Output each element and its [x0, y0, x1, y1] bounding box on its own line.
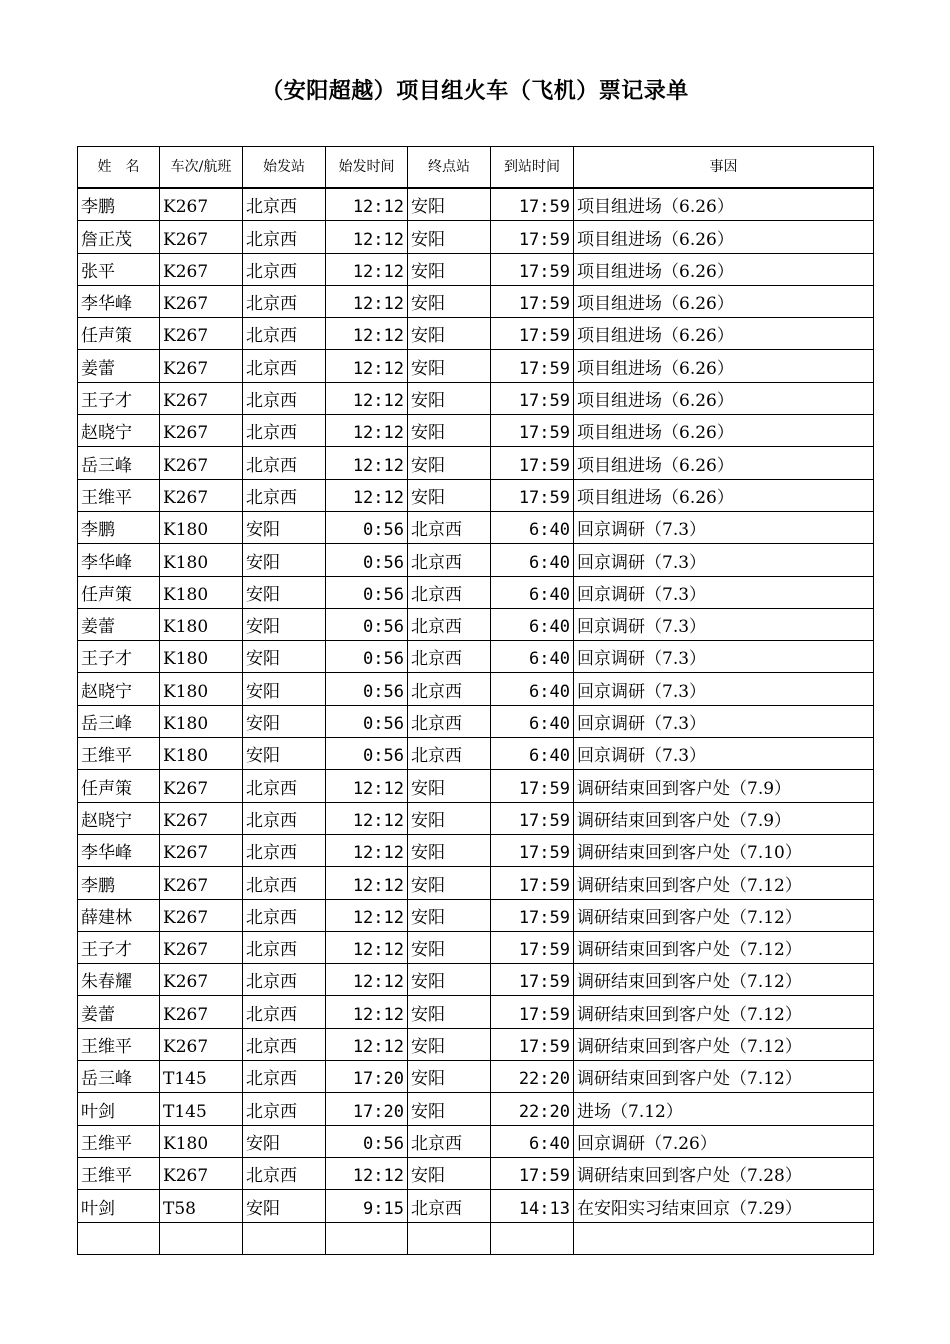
arrival-time-cell: 6:40: [491, 1125, 574, 1157]
reason-cell: 调研结束回到客户处（7.12）: [574, 1061, 874, 1093]
arrival-time-cell: 17:59: [491, 834, 574, 866]
table-row: [78, 673, 874, 705]
table-body: [78, 188, 874, 1254]
reason-cell: 项目组进场（6.26）: [574, 318, 874, 350]
departure-time-cell: 12:12: [326, 802, 408, 834]
train-cell: K267: [160, 350, 243, 382]
destination-cell: 北京西: [408, 1125, 491, 1157]
table-row: [78, 415, 874, 447]
origin-cell: 安阳: [243, 673, 326, 705]
name-cell: 任声策: [78, 576, 160, 608]
table-row: [78, 350, 874, 382]
destination-cell: 安阳: [408, 802, 491, 834]
arrival-time-cell: 17:59: [491, 964, 574, 996]
train-cell: K267: [160, 964, 243, 996]
origin-cell: 北京西: [243, 834, 326, 866]
table-row: [78, 221, 874, 253]
departure-time-cell: 12:12: [326, 382, 408, 414]
train-cell: T58: [160, 1190, 243, 1222]
destination-cell: 安阳: [408, 834, 491, 866]
origin-cell: 安阳: [243, 576, 326, 608]
name-cell: 叶剑: [78, 1093, 160, 1125]
destination-cell: 安阳: [408, 931, 491, 963]
table-row: [78, 608, 874, 640]
name-cell: 薛建林: [78, 899, 160, 931]
header-arrival-time: 到站时间: [491, 147, 574, 189]
departure-time-cell: 0:56: [326, 576, 408, 608]
train-cell: K180: [160, 576, 243, 608]
train-cell: K267: [160, 899, 243, 931]
arrival-time-cell: 14:13: [491, 1190, 574, 1222]
name-cell: 岳三峰: [78, 705, 160, 737]
reason-cell: 调研结束回到客户处（7.12）: [574, 964, 874, 996]
table-row: [78, 899, 874, 931]
table-row: [78, 867, 874, 899]
destination-cell: 北京西: [408, 608, 491, 640]
train-cell: T145: [160, 1093, 243, 1125]
header-name: 姓 名: [78, 147, 160, 189]
train-cell: K267: [160, 285, 243, 317]
destination-cell: 安阳: [408, 964, 491, 996]
reason-cell: 回京调研（7.3）: [574, 673, 874, 705]
name-cell: 朱春耀: [78, 964, 160, 996]
arrival-time-cell: 17:59: [491, 447, 574, 479]
origin-cell: 北京西: [243, 253, 326, 285]
table-row: [78, 511, 874, 543]
origin-cell: 北京西: [243, 996, 326, 1028]
table-row: [78, 834, 874, 866]
table-row: [78, 1222, 874, 1254]
arrival-time-cell: 22:20: [491, 1093, 574, 1125]
origin-cell: 北京西: [243, 285, 326, 317]
train-cell: K180: [160, 641, 243, 673]
table-row: [78, 447, 874, 479]
train-cell: K267: [160, 1157, 243, 1189]
origin-cell: 北京西: [243, 770, 326, 802]
reason-cell: 回京调研（7.3）: [574, 544, 874, 576]
destination-cell: 北京西: [408, 705, 491, 737]
name-cell: 李华峰: [78, 544, 160, 576]
name-cell: 张平: [78, 253, 160, 285]
train-cell: K180: [160, 705, 243, 737]
name-cell: 王维平: [78, 1125, 160, 1157]
header-reason: 事因: [574, 147, 874, 189]
reason-cell: 项目组进场（6.26）: [574, 415, 874, 447]
table-row: [78, 544, 874, 576]
name-cell: 王子才: [78, 641, 160, 673]
arrival-time-cell: 17:59: [491, 479, 574, 511]
destination-cell: 安阳: [408, 285, 491, 317]
name-cell: 任声策: [78, 770, 160, 802]
origin-cell: 北京西: [243, 964, 326, 996]
departure-time-cell: 12:12: [326, 899, 408, 931]
departure-time-cell: 0:56: [326, 511, 408, 543]
name-cell: 王维平: [78, 1157, 160, 1189]
reason-cell: 调研结束回到客户处（7.12）: [574, 899, 874, 931]
departure-time-cell: 12:12: [326, 834, 408, 866]
departure-time-cell: 0:56: [326, 738, 408, 770]
arrival-time-cell: 6:40: [491, 738, 574, 770]
origin-cell: 安阳: [243, 544, 326, 576]
train-cell: K267: [160, 382, 243, 414]
arrival-time-cell: 17:59: [491, 1028, 574, 1060]
table-row: [78, 1125, 874, 1157]
train-cell: K267: [160, 996, 243, 1028]
name-cell: 李鹏: [78, 867, 160, 899]
arrival-time-cell: 6:40: [491, 641, 574, 673]
destination-cell: 北京西: [408, 1190, 491, 1222]
train-cell: K267: [160, 447, 243, 479]
departure-time-cell: 12:12: [326, 867, 408, 899]
reason-cell: 回京调研（7.3）: [574, 576, 874, 608]
arrival-time-cell: 6:40: [491, 608, 574, 640]
origin-cell: 北京西: [243, 350, 326, 382]
train-cell: K267: [160, 253, 243, 285]
destination-cell: 安阳: [408, 867, 491, 899]
table-row: [78, 996, 874, 1028]
name-cell: 岳三峰: [78, 1061, 160, 1093]
train-cell: K180: [160, 738, 243, 770]
origin-cell: 安阳: [243, 608, 326, 640]
departure-time-cell: 0:56: [326, 608, 408, 640]
table-row: [78, 802, 874, 834]
train-cell: K267: [160, 188, 243, 221]
destination-cell: 北京西: [408, 738, 491, 770]
table-row: [78, 188, 874, 221]
destination-cell: 安阳: [408, 318, 491, 350]
origin-cell: 安阳: [243, 705, 326, 737]
table-row: [78, 1061, 874, 1093]
name-cell: 李华峰: [78, 285, 160, 317]
name-cell: 王子才: [78, 382, 160, 414]
origin-cell: 安阳: [243, 1125, 326, 1157]
departure-time-cell: 12:12: [326, 770, 408, 802]
origin-cell: 北京西: [243, 447, 326, 479]
arrival-time-cell: 17:59: [491, 382, 574, 414]
destination-cell: 安阳: [408, 415, 491, 447]
arrival-time-cell: 17:59: [491, 350, 574, 382]
destination-cell: 安阳: [408, 770, 491, 802]
train-cell: K267: [160, 931, 243, 963]
origin-cell: 安阳: [243, 511, 326, 543]
train-cell: K267: [160, 318, 243, 350]
table-row: [78, 253, 874, 285]
header-destination: 终点站: [408, 147, 491, 189]
name-cell: 姜蕾: [78, 996, 160, 1028]
header-departure-time: 始发时间: [326, 147, 408, 189]
departure-time-cell: 12:12: [326, 996, 408, 1028]
arrival-time-cell: 17:59: [491, 221, 574, 253]
departure-time-cell: 12:12: [326, 447, 408, 479]
reason-cell: 项目组进场（6.26）: [574, 447, 874, 479]
origin-cell: 北京西: [243, 1061, 326, 1093]
train-cell: K267: [160, 221, 243, 253]
reason-cell: 项目组进场（6.26）: [574, 382, 874, 414]
reason-cell: 调研结束回到客户处（7.12）: [574, 996, 874, 1028]
train-cell: K267: [160, 834, 243, 866]
departure-time-cell: 12:12: [326, 415, 408, 447]
destination-cell: 安阳: [408, 996, 491, 1028]
departure-time-cell: 17:20: [326, 1061, 408, 1093]
table-row: [78, 576, 874, 608]
departure-time-cell: 12:12: [326, 253, 408, 285]
train-cell: K267: [160, 867, 243, 899]
origin-cell: 北京西: [243, 867, 326, 899]
table-row: [78, 705, 874, 737]
name-cell: 岳三峰: [78, 447, 160, 479]
train-cell: [160, 1222, 243, 1254]
destination-cell: 安阳: [408, 350, 491, 382]
arrival-time-cell: 17:59: [491, 1157, 574, 1189]
name-cell: 王维平: [78, 738, 160, 770]
name-cell: 王维平: [78, 479, 160, 511]
arrival-time-cell: 22:20: [491, 1061, 574, 1093]
arrival-time-cell: 17:59: [491, 318, 574, 350]
origin-cell: 北京西: [243, 899, 326, 931]
train-cell: K267: [160, 770, 243, 802]
table-row: [78, 1093, 874, 1125]
departure-time-cell: 0:56: [326, 705, 408, 737]
destination-cell: 安阳: [408, 899, 491, 931]
train-cell: K180: [160, 544, 243, 576]
departure-time-cell: 12:12: [326, 285, 408, 317]
destination-cell: 安阳: [408, 447, 491, 479]
table-row: [78, 318, 874, 350]
destination-cell: 安阳: [408, 1157, 491, 1189]
origin-cell: 北京西: [243, 188, 326, 221]
name-cell: 李鹏: [78, 188, 160, 221]
departure-time-cell: 12:12: [326, 221, 408, 253]
reason-cell: 回京调研（7.3）: [574, 511, 874, 543]
arrival-time-cell: 17:59: [491, 931, 574, 963]
table-row: [78, 738, 874, 770]
reason-cell: [574, 1222, 874, 1254]
reason-cell: 项目组进场（6.26）: [574, 188, 874, 221]
reason-cell: 调研结束回到客户处（7.12）: [574, 1028, 874, 1060]
name-cell: 赵晓宁: [78, 415, 160, 447]
table-row: [78, 1190, 874, 1222]
train-cell: K180: [160, 511, 243, 543]
destination-cell: 安阳: [408, 253, 491, 285]
name-cell: 詹正茂: [78, 221, 160, 253]
train-cell: K180: [160, 673, 243, 705]
origin-cell: 北京西: [243, 1028, 326, 1060]
table-row: [78, 1157, 874, 1189]
origin-cell: 北京西: [243, 1093, 326, 1125]
header-train-flight: 车次/航班: [160, 147, 243, 189]
name-cell: 叶剑: [78, 1190, 160, 1222]
origin-cell: 安阳: [243, 641, 326, 673]
arrival-time-cell: 6:40: [491, 705, 574, 737]
train-cell: K180: [160, 608, 243, 640]
departure-time-cell: 12:12: [326, 1028, 408, 1060]
departure-time-cell: 0:56: [326, 544, 408, 576]
table-row: [78, 382, 874, 414]
table-row: [78, 770, 874, 802]
departure-time-cell: [326, 1222, 408, 1254]
destination-cell: 安阳: [408, 382, 491, 414]
departure-time-cell: 12:12: [326, 350, 408, 382]
reason-cell: 项目组进场（6.26）: [574, 285, 874, 317]
reason-cell: 项目组进场（6.26）: [574, 350, 874, 382]
origin-cell: 北京西: [243, 931, 326, 963]
departure-time-cell: 12:12: [326, 318, 408, 350]
destination-cell: 北京西: [408, 576, 491, 608]
reason-cell: 调研结束回到客户处（7.28）: [574, 1157, 874, 1189]
name-cell: 任声策: [78, 318, 160, 350]
table-row: [78, 479, 874, 511]
reason-cell: 回京调研（7.3）: [574, 608, 874, 640]
origin-cell: 安阳: [243, 738, 326, 770]
origin-cell: 北京西: [243, 479, 326, 511]
reason-cell: 在安阳实习结束回京（7.29）: [574, 1190, 874, 1222]
destination-cell: 安阳: [408, 1093, 491, 1125]
arrival-time-cell: 17:59: [491, 996, 574, 1028]
table-row: [78, 931, 874, 963]
reason-cell: 回京调研（7.3）: [574, 641, 874, 673]
reason-cell: 项目组进场（6.26）: [574, 221, 874, 253]
page-title: （安阳超越）项目组火车（飞机）票记录单: [261, 79, 689, 104]
table-row: [78, 1028, 874, 1060]
reason-cell: 调研结束回到客户处（7.12）: [574, 931, 874, 963]
destination-cell: 安阳: [408, 188, 491, 221]
train-cell: K267: [160, 415, 243, 447]
origin-cell: 安阳: [243, 1190, 326, 1222]
name-cell: 王维平: [78, 1028, 160, 1060]
destination-cell: 安阳: [408, 1061, 491, 1093]
name-cell: 赵晓宁: [78, 802, 160, 834]
reason-cell: 调研结束回到客户处（7.9）: [574, 770, 874, 802]
reason-cell: 项目组进场（6.26）: [574, 479, 874, 511]
name-cell: 赵晓宁: [78, 673, 160, 705]
departure-time-cell: 12:12: [326, 188, 408, 221]
name-cell: 李鹏: [78, 511, 160, 543]
reason-cell: 回京调研（7.3）: [574, 738, 874, 770]
departure-time-cell: 12:12: [326, 964, 408, 996]
arrival-time-cell: 6:40: [491, 673, 574, 705]
arrival-time-cell: 6:40: [491, 544, 574, 576]
arrival-time-cell: 17:59: [491, 770, 574, 802]
train-cell: K267: [160, 479, 243, 511]
arrival-time-cell: 17:59: [491, 899, 574, 931]
destination-cell: 安阳: [408, 1028, 491, 1060]
origin-cell: 北京西: [243, 415, 326, 447]
name-cell: 姜蕾: [78, 350, 160, 382]
departure-time-cell: 12:12: [326, 931, 408, 963]
ticket-record-table: [77, 146, 874, 1255]
destination-cell: 北京西: [408, 641, 491, 673]
origin-cell: 北京西: [243, 221, 326, 253]
train-cell: K267: [160, 802, 243, 834]
destination-cell: 北京西: [408, 511, 491, 543]
departure-time-cell: 0:56: [326, 641, 408, 673]
table-row: [78, 964, 874, 996]
departure-time-cell: 9:15: [326, 1190, 408, 1222]
arrival-time-cell: 17:59: [491, 253, 574, 285]
departure-time-cell: 0:56: [326, 1125, 408, 1157]
destination-cell: 北京西: [408, 544, 491, 576]
reason-cell: 调研结束回到客户处（7.9）: [574, 802, 874, 834]
origin-cell: 北京西: [243, 318, 326, 350]
origin-cell: 北京西: [243, 802, 326, 834]
arrival-time-cell: 17:59: [491, 188, 574, 221]
departure-time-cell: 17:20: [326, 1093, 408, 1125]
header-origin: 始发站: [243, 147, 326, 189]
reason-cell: 调研结束回到客户处（7.12）: [574, 867, 874, 899]
origin-cell: 北京西: [243, 382, 326, 414]
name-cell: 姜蕾: [78, 608, 160, 640]
departure-time-cell: 0:56: [326, 673, 408, 705]
table-row: [78, 641, 874, 673]
origin-cell: 北京西: [243, 1157, 326, 1189]
train-cell: T145: [160, 1061, 243, 1093]
arrival-time-cell: 17:59: [491, 802, 574, 834]
table-header-row: [78, 147, 874, 189]
destination-cell: 安阳: [408, 221, 491, 253]
destination-cell: [408, 1222, 491, 1254]
reason-cell: 调研结束回到客户处（7.10）: [574, 834, 874, 866]
train-cell: K267: [160, 1028, 243, 1060]
arrival-time-cell: 6:40: [491, 576, 574, 608]
departure-time-cell: 12:12: [326, 1157, 408, 1189]
arrival-time-cell: [491, 1222, 574, 1254]
arrival-time-cell: 17:59: [491, 285, 574, 317]
table-row: [78, 285, 874, 317]
destination-cell: 安阳: [408, 479, 491, 511]
origin-cell: [243, 1222, 326, 1254]
arrival-time-cell: 6:40: [491, 511, 574, 543]
arrival-time-cell: 17:59: [491, 415, 574, 447]
reason-cell: 进场（7.12）: [574, 1093, 874, 1125]
name-cell: 李华峰: [78, 834, 160, 866]
name-cell: 王子才: [78, 931, 160, 963]
reason-cell: 回京调研（7.26）: [574, 1125, 874, 1157]
reason-cell: 回京调研（7.3）: [574, 705, 874, 737]
train-cell: K180: [160, 1125, 243, 1157]
name-cell: [78, 1222, 160, 1254]
destination-cell: 北京西: [408, 673, 491, 705]
departure-time-cell: 12:12: [326, 479, 408, 511]
reason-cell: 项目组进场（6.26）: [574, 253, 874, 285]
arrival-time-cell: 17:59: [491, 867, 574, 899]
